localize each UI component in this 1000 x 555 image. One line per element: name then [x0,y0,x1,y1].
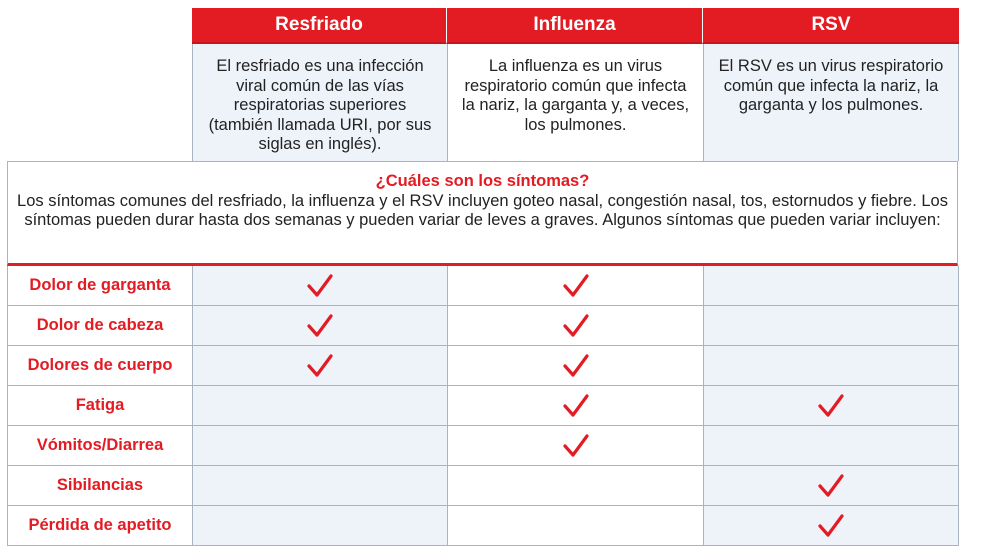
table-row [7,426,959,466]
header-influenza [447,8,703,44]
check-cell [447,386,703,425]
column-title: Influenza [533,14,616,35]
symptom-label: Sibilancias [7,466,192,505]
description-resfriado: El resfriado es una infección viral común de las vías respiratorias superiores (también llamada URI, por sus siglas en inglés). [192,44,447,161]
check-cell [447,346,703,385]
symptom-label: Dolor de cabeza [7,306,192,345]
check-cell [192,506,447,545]
header-rsv [703,8,959,44]
checkmark-icon [306,313,334,339]
check-cell [192,346,447,385]
check-cell [703,266,959,305]
table-row [7,506,959,546]
check-cell [703,346,959,385]
checkmark-icon [562,273,590,299]
column-title: Resfriado [275,14,363,35]
table-row [7,386,959,426]
check-cell [192,466,447,505]
check-cell [447,466,703,505]
check-cell [192,426,447,465]
symptoms-text: Los síntomas comunes del resfriado, la influenza y el RSV incluyen goteo nasal, congestión nasal, tos, estornudos y fiebre. Los síntomas pueden durar hasta dos semanas y pueden variar de leves a graves. Algunos síntomas que pueden variar incluyen: [17,191,948,229]
check-cell [703,426,959,465]
table-row [7,306,959,346]
symptom-label: Vómitos/Diarrea [7,426,192,465]
symptom-label: Fatiga [7,386,192,425]
check-cell [447,506,703,545]
symptom-label: Dolor de garganta [7,266,192,305]
table-row [7,466,959,506]
symptoms-intro [7,161,958,266]
checkmark-icon [306,353,334,379]
check-cell [192,306,447,345]
table-row [7,346,959,386]
check-cell [703,506,959,545]
checkmark-icon [562,393,590,419]
check-cell [447,306,703,345]
check-cell [703,466,959,505]
header-resfriado [192,8,447,44]
checkmark-icon [817,473,845,499]
check-cell [447,426,703,465]
check-cell [447,266,703,305]
table-row [7,266,959,306]
checkmark-icon [562,353,590,379]
symptom-table [7,266,959,546]
checkmark-icon [562,313,590,339]
description-influenza: La influenza es un virus respiratorio común que infecta la nariz, la garganta y, a veces, los pulmones. [447,44,703,161]
check-cell [192,266,447,305]
symptoms-title: ¿Cuáles son los síntomas? [375,172,590,190]
symptom-label: Pérdida de apetito [7,506,192,545]
description-rsv: El RSV es un virus respiratorio común que infecta la nariz, la garganta y los pulmones. [703,44,959,161]
check-cell [192,386,447,425]
checkmark-icon [817,393,845,419]
column-title: RSV [811,14,851,35]
symptom-label: Dolores de cuerpo [7,346,192,385]
checkmark-icon [562,433,590,459]
check-cell [703,386,959,425]
check-cell [703,306,959,345]
checkmark-icon [306,273,334,299]
checkmark-icon [817,513,845,539]
